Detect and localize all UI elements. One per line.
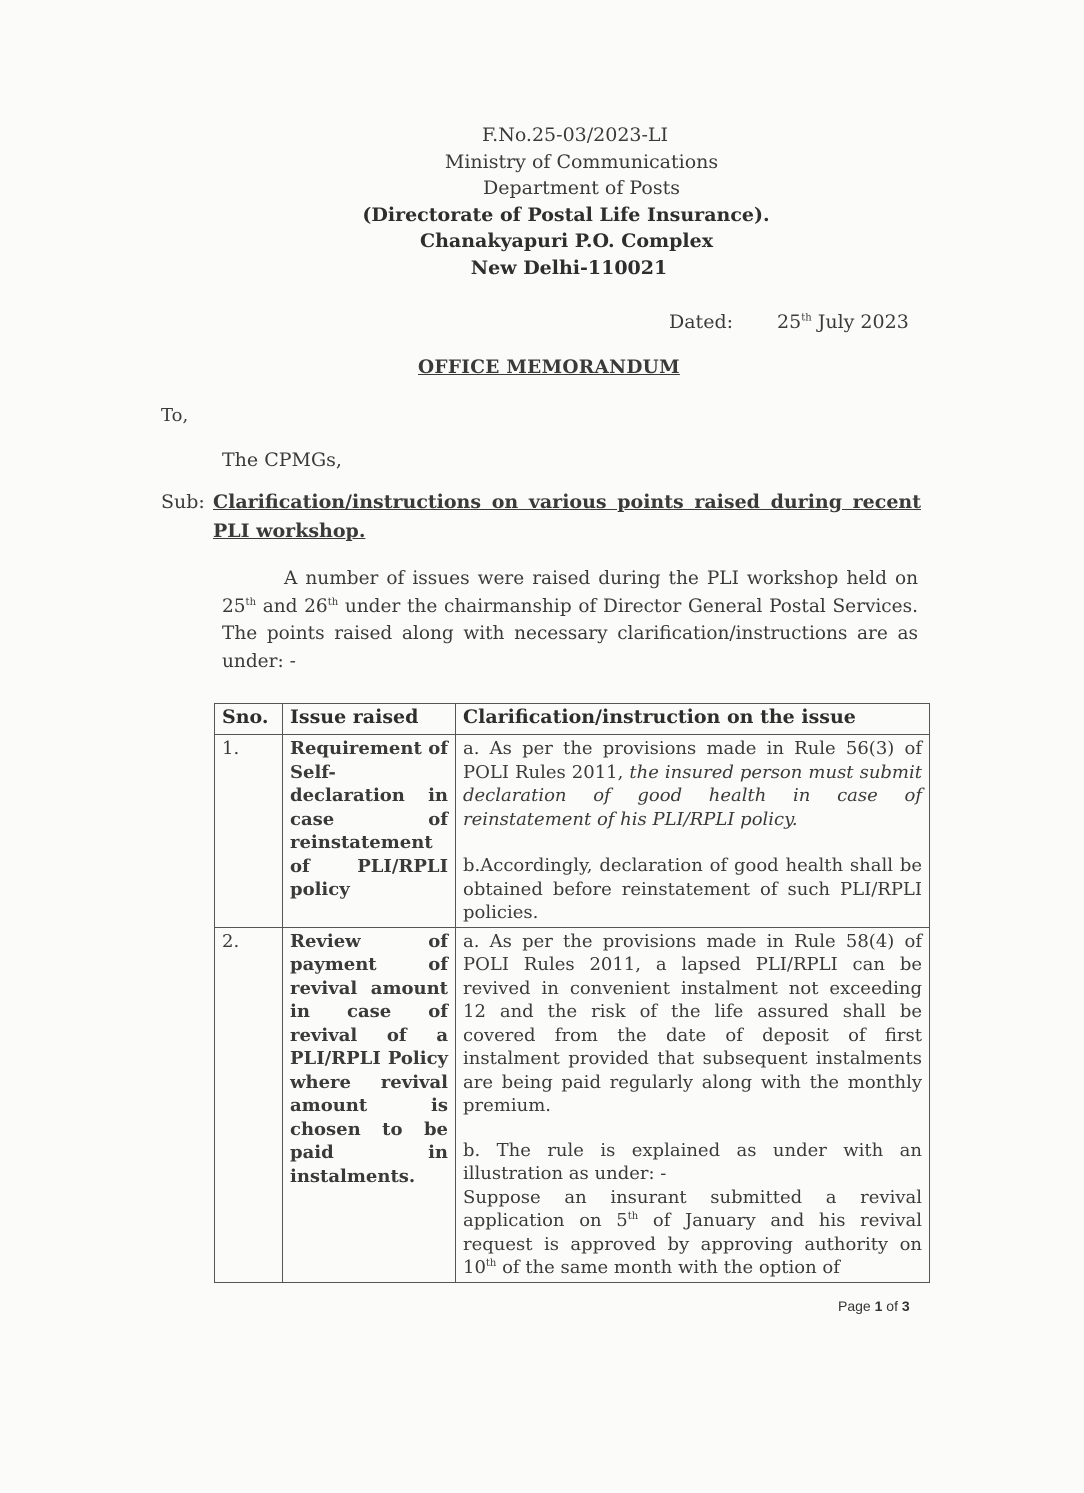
- ministry-name: Ministry of Communications: [444, 150, 719, 173]
- subject: [161, 488, 921, 546]
- table-header-row: [215, 704, 930, 735]
- header-sno: Sno.: [215, 704, 283, 735]
- letterhead: [0, 122, 1084, 281]
- date-value: 25th July 2023: [777, 311, 909, 333]
- addressee: The CPMGs,: [222, 449, 342, 471]
- address-line-2: New Delhi-110021: [470, 256, 668, 279]
- date-line: [669, 311, 909, 333]
- dated-label: Dated:: [669, 311, 734, 333]
- department-name: Department of Posts: [483, 177, 680, 199]
- subject-text: Clarification/instructions on various points raised during recent PLI workshop.: [213, 491, 921, 542]
- memo-title: OFFICE MEMORANDUM: [418, 357, 680, 378]
- header-issue: Issue raised: [283, 704, 456, 735]
- subject-label: Sub:: [161, 491, 205, 513]
- row-issue: Requirement of Self-declaration in case of reinstatement of PLI/RPLI policy: [283, 735, 456, 928]
- to-label: To,: [161, 405, 189, 426]
- row-issue: Review of payment of revival amount in case of revival of a PLI/RPLI Policy where revival amount is chosen to be paid in instalments.: [283, 927, 456, 1282]
- table-row: [215, 927, 930, 1282]
- file-number: F.No.25-03/2023-LI: [481, 124, 669, 146]
- directorate-name: (Directorate of Postal Life Insurance).: [362, 203, 770, 226]
- issues-table: [214, 703, 930, 1283]
- page-number: Page 1 of 3: [838, 1298, 910, 1314]
- table-row: [215, 735, 930, 928]
- header-clarification: Clarification/instruction on the issue: [456, 704, 930, 735]
- row-clarification: a. As per the provisions made in Rule 56(3) of POLI Rules 2011, the insured person must submit declaration of good health in case of reinstatement of his PLI/RPLI policy. b.Accordingly, declaration of good health shall be obtained before reinstatement of such PLI/RPLI policies.: [456, 735, 930, 928]
- address-line-1: Chanakyapuri P.O. Complex: [419, 230, 714, 252]
- intro-paragraph: A number of issues were raised during the PLI workshop held on 25th and 26th under the chairmanship of Director General Postal Services. The points raised along with necessary clarification/instructions are as under: -: [222, 568, 918, 672]
- row-sno: 2.: [215, 927, 283, 1282]
- row-sno: 1.: [215, 735, 283, 928]
- row-clarification: a. As per the provisions made in Rule 58(4) of POLI Rules 2011, a lapsed PLI/RPLI can be revived in convenient instalment not exceeding 12 and the risk of the life assured shall be covered from the date of deposit of first instalment provided that subsequent instalments are being paid regularly along with the monthly premium. b. The rule is explained as under with an illustration as under: - Suppose an insurant submitted a revival application on 5th of January and his revival request is approved by approving authority on 10th of the same month with the option of: [456, 927, 930, 1282]
